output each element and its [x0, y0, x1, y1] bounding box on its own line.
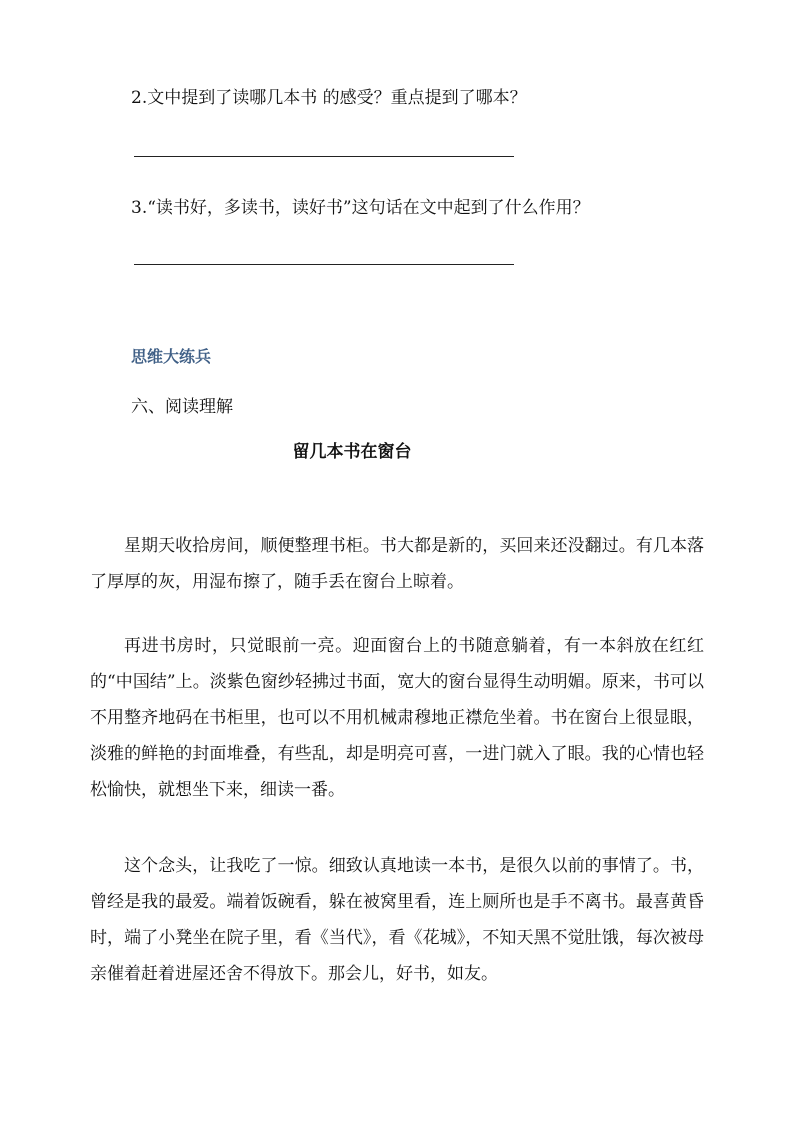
article-title: 留几本书在窗台 — [292, 442, 412, 462]
part-heading: 六、阅读理解 — [131, 397, 233, 417]
article-paragraph-1: 星期天收拾房间，顺便整理书柜。书大都是新的，买回来还没翻过。有几本落了厚厚的灰，用湿布擦了，随手丢在窗台上晾着。 — [90, 536, 704, 592]
article-paragraph-3: 这个念头，让我吃了一惊。细致认真地读一本书，是很久以前的事情了。书，曾经是我的最爱。端着饭碗看，躲在被窝里看，连上厕所也是手不离书。最喜黄昏时，端了小凳坐在院子里，看《当代》，看《花城》，不知天黑不觉肚饿，每次被母亲催着赶着进屋还舍不得放下。那会儿，好书，如友。 — [90, 856, 704, 984]
answer-line-3[interactable] — [134, 264, 514, 265]
answer-line-2[interactable] — [134, 156, 514, 157]
question-3: 3.“读书好，多读书，读好书”这句话在文中起到了什么作用？ — [131, 198, 590, 218]
section-heading: 思维大练兵 — [131, 347, 212, 366]
article-paragraph-2: 再进书房时，只觉眼前一亮。迎面窗台上的书随意躺着，有一本斜放在红红的“中国结”上。淡紫色窗纱轻拂过书面，宽大的窗台显得生动明媚。原来，书可以不用整齐地码在书柜里，也可以不用机械肃穆地正襟危坐着。书在窗台上很显眼，淡雅的鲜艳的封面堆叠，有些乱，却是明亮可喜，一进门就入了眼。我的心情也轻松愉快，就想坐下来，细读一番。 — [90, 636, 704, 800]
question-2: 2.文中提到了读哪几本书 的感受？重点提到了哪本？ — [131, 88, 527, 108]
